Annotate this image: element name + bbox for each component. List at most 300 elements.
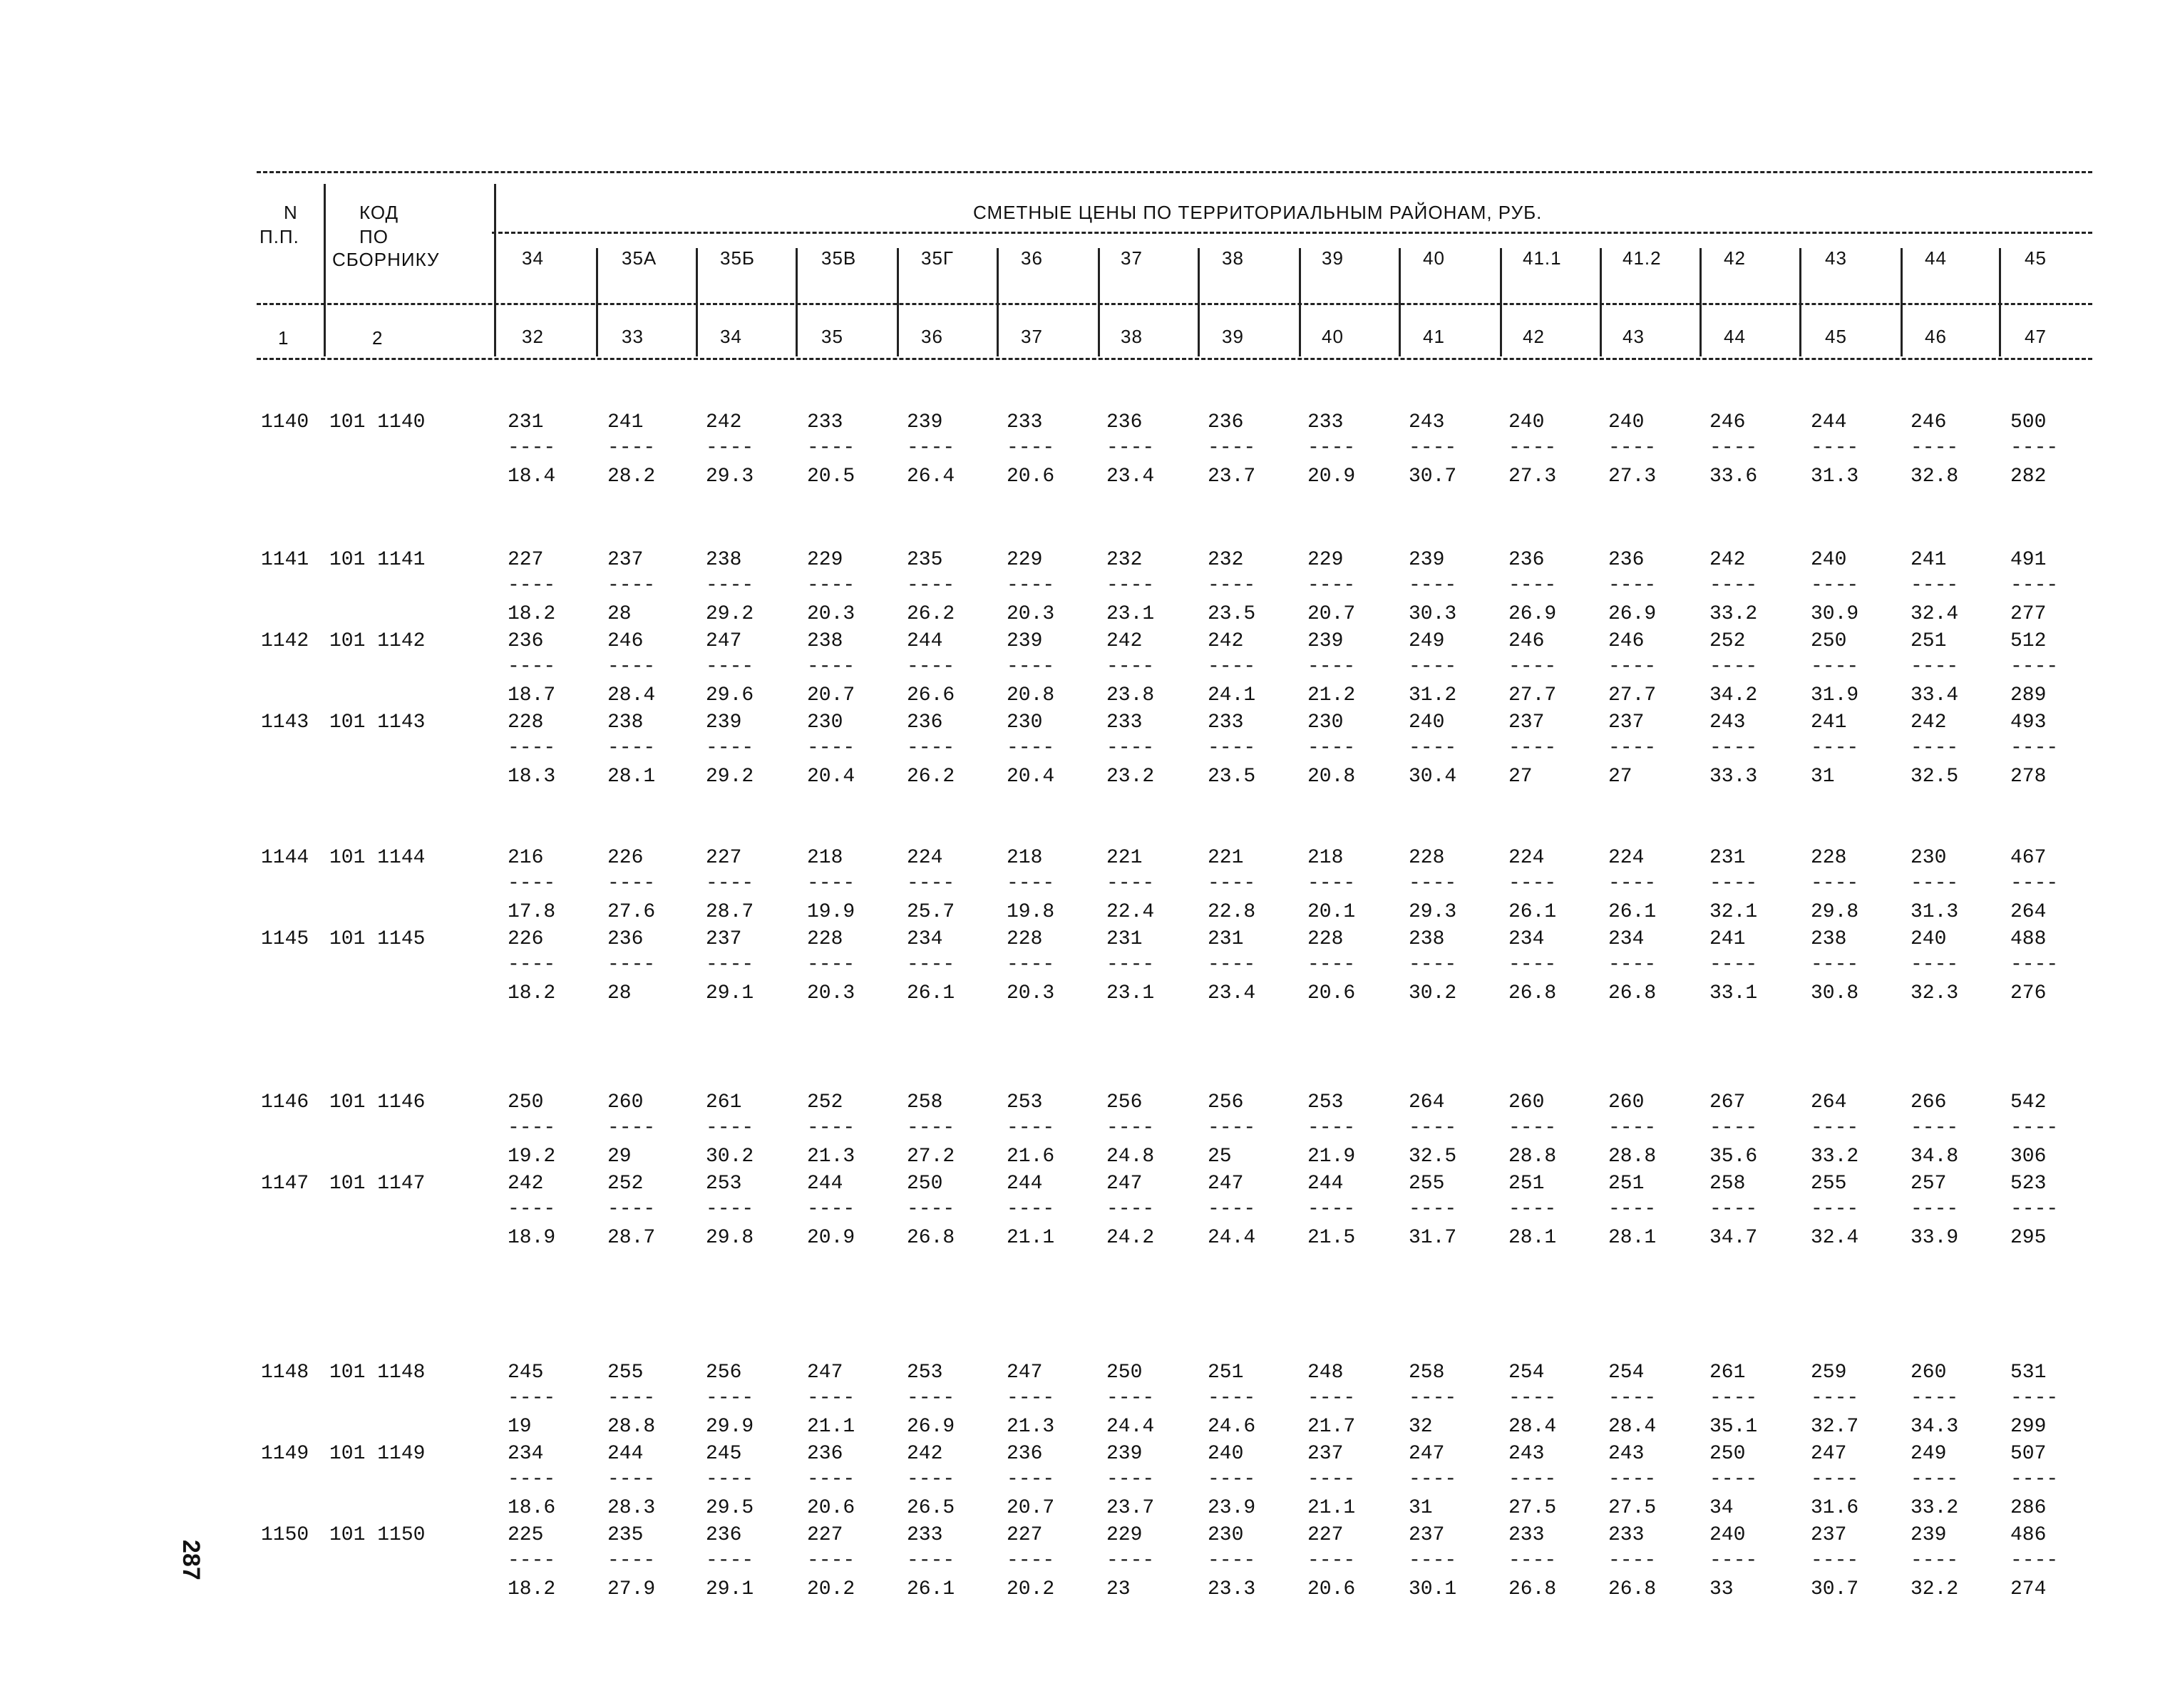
price-total: 486 xyxy=(2010,1524,2047,1546)
price-total: 258 xyxy=(907,1091,943,1113)
price-wage: 33.4 xyxy=(1911,684,1959,706)
price-wage: 20.8 xyxy=(1007,684,1055,706)
fraction-bar: ---- xyxy=(1007,954,1055,976)
price-total: 236 xyxy=(1508,549,1545,571)
price-total: 253 xyxy=(1007,1091,1043,1113)
fraction-bar: ---- xyxy=(1409,737,1457,759)
fraction-bar: ---- xyxy=(1709,575,1758,597)
price-total: 218 xyxy=(1307,847,1344,869)
price-wage: 29.6 xyxy=(706,684,754,706)
fraction-bar: ---- xyxy=(1911,1550,1959,1572)
fraction-bar: ---- xyxy=(607,737,656,759)
fraction-bar: ---- xyxy=(1007,1550,1055,1572)
district-header: 44 xyxy=(1925,247,1947,269)
fraction-bar: ---- xyxy=(1007,1198,1055,1220)
price-wage: 299 xyxy=(2010,1416,2047,1438)
fraction-bar: ---- xyxy=(807,1550,855,1572)
district-header: 34 xyxy=(522,247,544,269)
fraction-bar: ---- xyxy=(1409,1198,1457,1220)
price-wage: 20.7 xyxy=(1007,1497,1055,1519)
fraction-bar: ---- xyxy=(1307,954,1356,976)
price-total: 225 xyxy=(508,1524,544,1546)
district-header: 37 xyxy=(1121,247,1143,269)
price-total: 233 xyxy=(1106,711,1143,734)
fraction-bar: ---- xyxy=(1508,873,1557,895)
fraction-bar: ---- xyxy=(706,575,754,597)
price-wage: 28.8 xyxy=(607,1416,656,1438)
price-wage: 21.5 xyxy=(1307,1227,1356,1249)
district-header: 35Г xyxy=(921,247,954,269)
price-total: 244 xyxy=(807,1173,843,1195)
column-separator xyxy=(897,248,899,356)
fraction-bar: ---- xyxy=(2010,437,2059,459)
price-total: 250 xyxy=(1811,630,1847,652)
price-wage: 21.2 xyxy=(1307,684,1356,706)
price-total: 245 xyxy=(706,1443,742,1465)
fraction-bar: ---- xyxy=(1508,737,1557,759)
price-total: 238 xyxy=(1409,928,1445,950)
price-wage: 28.1 xyxy=(1608,1227,1657,1249)
price-total: 237 xyxy=(1608,711,1645,734)
price-total: 221 xyxy=(1106,847,1143,869)
column-separator xyxy=(1399,248,1401,356)
fraction-bar: ---- xyxy=(1007,437,1055,459)
price-wage: 20.2 xyxy=(1007,1578,1055,1600)
price-total: 239 xyxy=(1007,630,1043,652)
fraction-bar: ---- xyxy=(1608,1117,1657,1139)
price-total: 249 xyxy=(1409,630,1445,652)
price-total: 244 xyxy=(1007,1173,1043,1195)
row-number: 1146 xyxy=(261,1091,309,1113)
fraction-bar: ---- xyxy=(1608,575,1657,597)
price-total: 229 xyxy=(1007,549,1043,571)
fraction-bar: ---- xyxy=(807,1198,855,1220)
fraction-bar: ---- xyxy=(807,954,855,976)
price-total: 238 xyxy=(1811,928,1847,950)
price-wage: 29.8 xyxy=(706,1227,754,1249)
fraction-bar: ---- xyxy=(2010,1387,2059,1409)
fraction-bar: ---- xyxy=(1007,656,1055,678)
price-wage: 27 xyxy=(1508,766,1533,788)
price-total: 251 xyxy=(1608,1173,1645,1195)
price-wage: 28 xyxy=(607,982,632,1004)
price-wage: 30.8 xyxy=(1811,982,1859,1004)
price-total: 239 xyxy=(1911,1524,1947,1546)
price-total: 229 xyxy=(1307,549,1344,571)
price-wage: 26.8 xyxy=(1608,982,1657,1004)
fraction-bar: ---- xyxy=(807,1387,855,1409)
price-total: 267 xyxy=(1709,1091,1746,1113)
price-wage: 20.3 xyxy=(1007,982,1055,1004)
fraction-bar: ---- xyxy=(807,1117,855,1139)
price-wage: 29.2 xyxy=(706,603,754,625)
price-total: 240 xyxy=(1911,928,1947,950)
fraction-bar: ---- xyxy=(907,1198,955,1220)
price-total: 500 xyxy=(2010,411,2047,433)
price-total: 230 xyxy=(1911,847,1947,869)
price-wage: 18.2 xyxy=(508,1578,556,1600)
price-wage: 33.2 xyxy=(1709,603,1758,625)
fraction-bar: ---- xyxy=(1409,1550,1457,1572)
price-wage: 33.9 xyxy=(1911,1227,1959,1249)
price-total: 244 xyxy=(1811,411,1847,433)
price-total: 260 xyxy=(1911,1362,1947,1384)
fraction-bar: ---- xyxy=(1709,1550,1758,1572)
row-code: 101 1145 xyxy=(329,928,426,950)
fraction-bar: ---- xyxy=(1709,1468,1758,1491)
price-wage: 22.8 xyxy=(1208,901,1256,923)
price-wage: 32.4 xyxy=(1911,603,1959,625)
price-total: 236 xyxy=(1007,1443,1043,1465)
price-total: 247 xyxy=(807,1362,843,1384)
price-wage: 23.1 xyxy=(1106,603,1155,625)
price-total: 224 xyxy=(1608,847,1645,869)
price-wage: 27.5 xyxy=(1508,1497,1557,1519)
fraction-bar: ---- xyxy=(1106,1550,1155,1572)
price-wage: 27 xyxy=(1608,766,1632,788)
district-header: 42 xyxy=(1724,247,1746,269)
price-wage: 23.9 xyxy=(1208,1497,1256,1519)
fraction-bar: ---- xyxy=(1508,1550,1557,1572)
price-wage: 28.2 xyxy=(607,465,656,488)
district-header: 43 xyxy=(1825,247,1847,269)
price-total: 241 xyxy=(1811,711,1847,734)
column-number: 39 xyxy=(1222,326,1244,347)
price-wage: 32.3 xyxy=(1911,982,1959,1004)
fraction-bar: ---- xyxy=(1208,575,1256,597)
column-separator xyxy=(796,248,798,356)
price-total: 260 xyxy=(607,1091,644,1113)
price-total: 216 xyxy=(508,847,544,869)
price-wage: 22.4 xyxy=(1106,901,1155,923)
fraction-bar: ---- xyxy=(1307,873,1356,895)
price-wage: 29.8 xyxy=(1811,901,1859,923)
price-wage: 20.9 xyxy=(1307,465,1356,488)
price-total: 264 xyxy=(1811,1091,1847,1113)
price-total: 239 xyxy=(907,411,943,433)
price-wage: 23.5 xyxy=(1208,766,1256,788)
price-wage: 23.2 xyxy=(1106,766,1155,788)
district-header: 35А xyxy=(622,247,657,269)
fraction-bar: ---- xyxy=(1106,737,1155,759)
price-wage: 29.1 xyxy=(706,982,754,1004)
price-wage: 18.9 xyxy=(508,1227,556,1249)
price-total: 237 xyxy=(1409,1524,1445,1546)
price-total: 239 xyxy=(706,711,742,734)
fraction-bar: ---- xyxy=(1608,437,1657,459)
fraction-bar: ---- xyxy=(1508,1198,1557,1220)
fraction-bar: ---- xyxy=(1007,1117,1055,1139)
price-total: 257 xyxy=(1911,1173,1947,1195)
fraction-bar: ---- xyxy=(1911,575,1959,597)
fraction-bar: ---- xyxy=(508,1198,556,1220)
price-total: 253 xyxy=(907,1362,943,1384)
fraction-bar: ---- xyxy=(607,1117,656,1139)
row-number: 1147 xyxy=(261,1173,309,1195)
fraction-bar: ---- xyxy=(607,1550,656,1572)
fraction-bar: ---- xyxy=(1106,575,1155,597)
price-total: 224 xyxy=(1508,847,1545,869)
price-total: 230 xyxy=(1307,711,1344,734)
price-wage: 20.4 xyxy=(1007,766,1055,788)
district-header: 39 xyxy=(1322,247,1344,269)
price-wage: 32 xyxy=(1409,1416,1433,1438)
district-header: 35В xyxy=(821,247,857,269)
district-header: 41.1 xyxy=(1523,247,1562,269)
price-total: 240 xyxy=(1811,549,1847,571)
fraction-bar: ---- xyxy=(1106,656,1155,678)
price-wage: 31.3 xyxy=(1911,901,1959,923)
fraction-bar: ---- xyxy=(2010,1117,2059,1139)
price-total: 228 xyxy=(1007,928,1043,950)
price-total: 231 xyxy=(1106,928,1143,950)
fraction-bar: ---- xyxy=(907,737,955,759)
price-total: 227 xyxy=(807,1524,843,1546)
price-total: 260 xyxy=(1608,1091,1645,1113)
price-wage: 286 xyxy=(2010,1497,2047,1519)
fraction-bar: ---- xyxy=(907,437,955,459)
price-wage: 32.1 xyxy=(1709,901,1758,923)
price-total: 256 xyxy=(706,1362,742,1384)
price-total: 233 xyxy=(1608,1524,1645,1546)
price-total: 252 xyxy=(607,1173,644,1195)
column-number: 43 xyxy=(1623,326,1645,347)
price-wage: 28.8 xyxy=(1508,1146,1557,1168)
header-po: ПО xyxy=(359,226,389,247)
fraction-bar: ---- xyxy=(1307,656,1356,678)
price-wage: 306 xyxy=(2010,1146,2047,1168)
fraction-bar: ---- xyxy=(1007,1387,1055,1409)
price-total: 247 xyxy=(1409,1443,1445,1465)
price-wage: 33 xyxy=(1709,1578,1734,1600)
price-wage: 28.4 xyxy=(1508,1416,1557,1438)
price-wage: 19.2 xyxy=(508,1146,556,1168)
price-total: 245 xyxy=(508,1362,544,1384)
price-wage: 28.8 xyxy=(1608,1146,1657,1168)
fraction-bar: ---- xyxy=(607,873,656,895)
header-pp: П.П. xyxy=(259,226,299,247)
price-total: 244 xyxy=(607,1443,644,1465)
price-total: 523 xyxy=(2010,1173,2047,1195)
fraction-bar: ---- xyxy=(1106,437,1155,459)
fraction-bar: ---- xyxy=(1409,954,1457,976)
column-separator xyxy=(696,248,698,356)
price-wage: 274 xyxy=(2010,1578,2047,1600)
price-total: 247 xyxy=(1208,1173,1244,1195)
price-wage: 33.6 xyxy=(1709,465,1758,488)
price-wage: 28.7 xyxy=(607,1227,656,1249)
price-wage: 32.4 xyxy=(1811,1227,1859,1249)
price-wage: 26.8 xyxy=(1608,1578,1657,1600)
price-total: 229 xyxy=(807,549,843,571)
price-total: 236 xyxy=(1608,549,1645,571)
row-code: 101 1144 xyxy=(329,847,426,869)
price-total: 242 xyxy=(1709,549,1746,571)
fraction-bar: ---- xyxy=(1106,1468,1155,1491)
fraction-bar: ---- xyxy=(2010,656,2059,678)
price-wage: 20.9 xyxy=(807,1227,855,1249)
price-wage: 29 xyxy=(607,1146,632,1168)
row-code: 101 1147 xyxy=(329,1173,426,1195)
price-total: 227 xyxy=(706,847,742,869)
row-code: 101 1150 xyxy=(329,1524,426,1546)
divider xyxy=(257,358,2092,360)
column-number: 35 xyxy=(821,326,843,347)
divider xyxy=(492,232,2092,234)
price-wage: 19.9 xyxy=(807,901,855,923)
fraction-bar: ---- xyxy=(2010,1468,2059,1491)
price-total: 255 xyxy=(1409,1173,1445,1195)
fraction-bar: ---- xyxy=(706,873,754,895)
price-total: 246 xyxy=(1709,411,1746,433)
price-total: 233 xyxy=(1208,711,1244,734)
price-total: 230 xyxy=(1208,1524,1244,1546)
price-wage: 21.6 xyxy=(1007,1146,1055,1168)
price-total: 248 xyxy=(1307,1362,1344,1384)
price-wage: 20.4 xyxy=(807,766,855,788)
header-sbornik: СБОРНИКУ xyxy=(332,249,440,270)
fraction-bar: ---- xyxy=(1811,1198,1859,1220)
district-header: 41.2 xyxy=(1623,247,1662,269)
fraction-bar: ---- xyxy=(1307,1468,1356,1491)
price-wage: 26.1 xyxy=(907,982,955,1004)
price-total: 240 xyxy=(1608,411,1645,433)
price-total: 233 xyxy=(907,1524,943,1546)
price-total: 542 xyxy=(2010,1091,2047,1113)
fraction-bar: ---- xyxy=(1307,575,1356,597)
fraction-bar: ---- xyxy=(807,656,855,678)
price-wage: 20.3 xyxy=(807,982,855,1004)
price-wage: 20.6 xyxy=(1307,1578,1356,1600)
price-total: 233 xyxy=(1508,1524,1545,1546)
price-wage: 31.3 xyxy=(1811,465,1859,488)
price-total: 246 xyxy=(1911,411,1947,433)
fraction-bar: ---- xyxy=(607,1468,656,1491)
price-total: 224 xyxy=(907,847,943,869)
price-wage: 26.8 xyxy=(907,1227,955,1249)
price-wage: 20.7 xyxy=(807,684,855,706)
price-wage: 28.1 xyxy=(1508,1227,1557,1249)
fraction-bar: ---- xyxy=(607,954,656,976)
price-total: 247 xyxy=(706,630,742,652)
fraction-bar: ---- xyxy=(508,954,556,976)
price-wage: 20.3 xyxy=(807,603,855,625)
fraction-bar: ---- xyxy=(1508,437,1557,459)
price-wage: 26.5 xyxy=(907,1497,955,1519)
row-number: 1142 xyxy=(261,630,309,652)
price-total: 251 xyxy=(1911,630,1947,652)
fraction-bar: ---- xyxy=(1508,1468,1557,1491)
price-wage: 26.1 xyxy=(1508,901,1557,923)
price-wage: 26.8 xyxy=(1508,982,1557,1004)
price-total: 264 xyxy=(1409,1091,1445,1113)
price-total: 236 xyxy=(1106,411,1143,433)
fraction-bar: ---- xyxy=(1307,1198,1356,1220)
fraction-bar: ---- xyxy=(1608,1387,1657,1409)
price-total: 249 xyxy=(1911,1443,1947,1465)
price-wage: 24.6 xyxy=(1208,1416,1256,1438)
fraction-bar: ---- xyxy=(706,1468,754,1491)
column-separator xyxy=(1198,248,1200,356)
colnum-2: 2 xyxy=(372,327,384,349)
price-wage: 278 xyxy=(2010,766,2047,788)
price-wage: 20.6 xyxy=(1007,465,1055,488)
price-total: 230 xyxy=(807,711,843,734)
price-total: 241 xyxy=(1709,928,1746,950)
price-wage: 21.3 xyxy=(1007,1416,1055,1438)
price-total: 237 xyxy=(1307,1443,1344,1465)
price-total: 227 xyxy=(508,549,544,571)
column-separator xyxy=(997,248,999,356)
price-wage: 31.6 xyxy=(1811,1497,1859,1519)
fraction-bar: ---- xyxy=(1409,575,1457,597)
row-code: 101 1142 xyxy=(329,630,426,652)
fraction-bar: ---- xyxy=(1409,437,1457,459)
fraction-bar: ---- xyxy=(1911,1468,1959,1491)
price-total: 232 xyxy=(1208,549,1244,571)
price-total: 256 xyxy=(1208,1091,1244,1113)
price-wage: 27.5 xyxy=(1608,1497,1657,1519)
price-wage: 27.7 xyxy=(1508,684,1557,706)
price-wage: 29.1 xyxy=(706,1578,754,1600)
price-wage: 23.7 xyxy=(1106,1497,1155,1519)
price-total: 238 xyxy=(607,711,644,734)
price-wage: 28 xyxy=(607,603,632,625)
fraction-bar: ---- xyxy=(1608,1468,1657,1491)
column-number: 38 xyxy=(1121,326,1143,347)
fraction-bar: ---- xyxy=(706,954,754,976)
price-wage: 18.7 xyxy=(508,684,556,706)
fraction-bar: ---- xyxy=(1208,954,1256,976)
price-wage: 20.6 xyxy=(807,1497,855,1519)
price-wage: 34.3 xyxy=(1911,1416,1959,1438)
price-total: 247 xyxy=(1106,1173,1143,1195)
price-wage: 18.2 xyxy=(508,982,556,1004)
fraction-bar: ---- xyxy=(2010,575,2059,597)
price-wage: 30.9 xyxy=(1811,603,1859,625)
row-code: 101 1148 xyxy=(329,1362,426,1384)
price-wage: 32.8 xyxy=(1911,465,1959,488)
row-number: 1143 xyxy=(261,711,309,734)
price-total: 237 xyxy=(1508,711,1545,734)
row-number: 1140 xyxy=(261,411,309,433)
fraction-bar: ---- xyxy=(1811,873,1859,895)
price-total: 252 xyxy=(807,1091,843,1113)
column-number: 46 xyxy=(1925,326,1947,347)
price-wage: 18.6 xyxy=(508,1497,556,1519)
price-total: 242 xyxy=(706,411,742,433)
fraction-bar: ---- xyxy=(1409,1387,1457,1409)
price-wage: 24.1 xyxy=(1208,684,1256,706)
fraction-bar: ---- xyxy=(1409,656,1457,678)
price-total: 253 xyxy=(1307,1091,1344,1113)
row-number: 1141 xyxy=(261,549,309,571)
price-total: 231 xyxy=(1709,847,1746,869)
fraction-bar: ---- xyxy=(706,1550,754,1572)
price-wage: 26.4 xyxy=(907,465,955,488)
fraction-bar: ---- xyxy=(907,575,955,597)
fraction-bar: ---- xyxy=(1608,1550,1657,1572)
price-total: 235 xyxy=(907,549,943,571)
price-wage: 35.6 xyxy=(1709,1146,1758,1168)
price-wage: 32.2 xyxy=(1911,1578,1959,1600)
fraction-bar: ---- xyxy=(706,1117,754,1139)
column-separator xyxy=(1999,248,2001,356)
price-wage: 18.4 xyxy=(508,465,556,488)
price-wage: 18.2 xyxy=(508,603,556,625)
fraction-bar: ---- xyxy=(907,954,955,976)
fraction-bar: ---- xyxy=(807,1468,855,1491)
